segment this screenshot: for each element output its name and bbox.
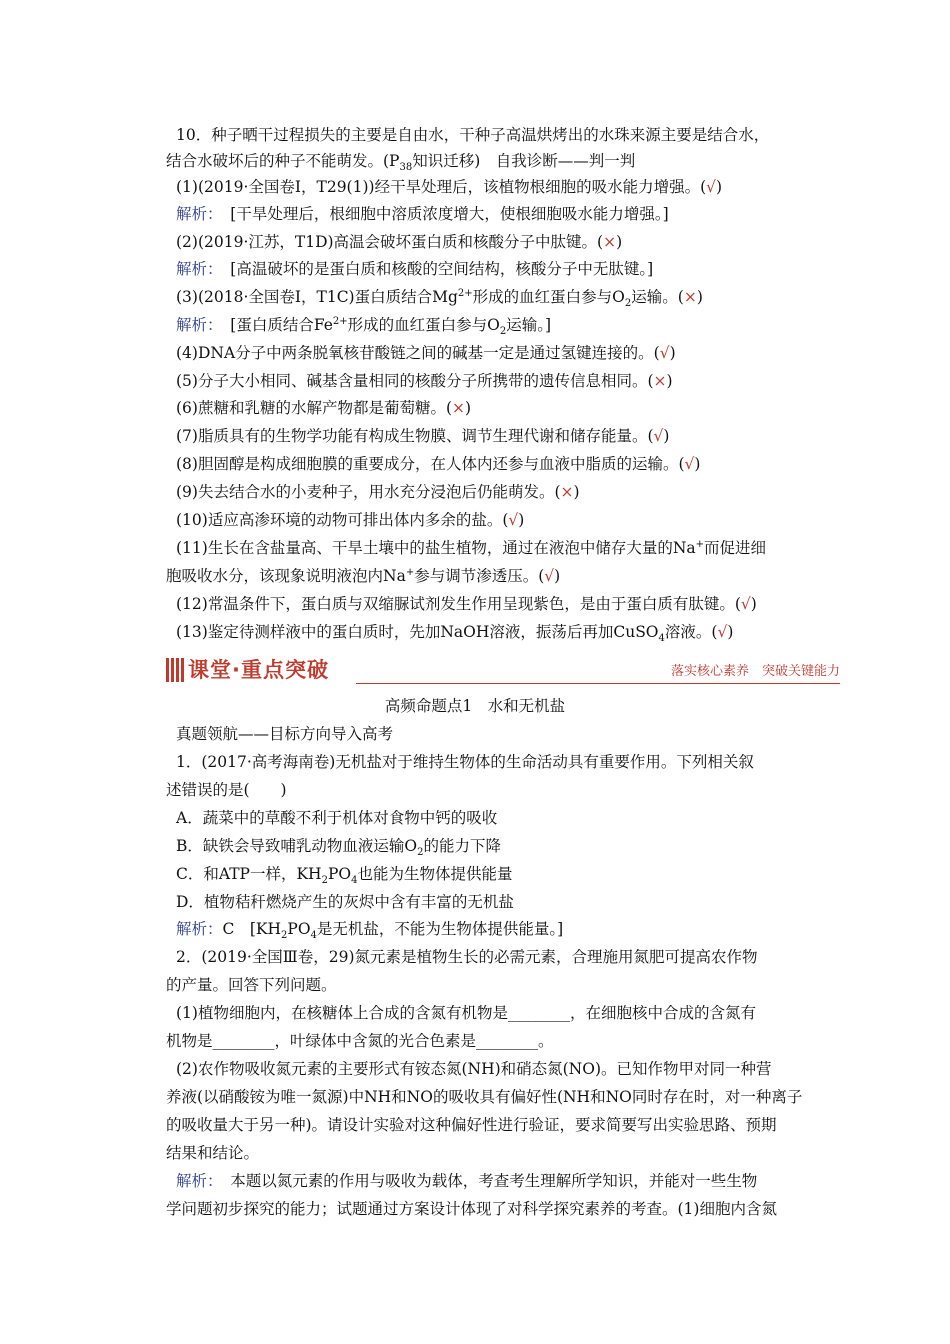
analysis-label: 解析： xyxy=(176,260,215,278)
item-9: (9)失去结合水的小麦种子，用水充分浸泡后仍能萌发。(×) xyxy=(176,483,580,501)
q2-part-2-line-4: 结果和结论。 xyxy=(166,1144,260,1162)
q10-line-1: 10．种子晒干过程损失的主要是自由水，干种子高温烘烤出的水珠来源主要是结合水， xyxy=(176,126,770,144)
item-1: (1)(2019·全国卷Ⅰ，T29(1))经干旱处理后，该植物根细胞的吸水能力增强。(√) xyxy=(176,178,723,196)
section-heading: 高频命题点1 水和无机盐 xyxy=(384,697,566,715)
banner-title: 课堂·重点突破 xyxy=(188,658,329,682)
q2-analysis-line-1: 解析： 本题以氮元素的作用与吸收为载体，考查考生理解所学知识，并能对一些生物 xyxy=(176,1172,758,1190)
check-mark-icon: √ xyxy=(653,427,664,445)
item-11-line-1: (11)生长在含盐量高、干旱土壤中的盐生植物，通过在液泡中储存大量的Na+而促进细 xyxy=(176,538,767,557)
analysis-label: 解析： xyxy=(176,1172,215,1190)
q1-line-2: 述错误的是( ) xyxy=(166,781,287,799)
item-10: (10)适应高渗环境的动物可排出体内多余的盐。(√) xyxy=(176,511,525,529)
q1-option-c: C．和ATP一样，$KH_2PO_4$也能为生物体提供能量 xyxy=(176,865,513,887)
analysis-label: 解析： xyxy=(176,316,215,334)
q1-line-1: 1．(2017·高考海南卷)无机盐对于维持生物体的生命活动具有重要作用。下列相关叙 xyxy=(176,753,754,771)
check-mark-icon: √ xyxy=(544,567,555,585)
item-7: (7)脂质具有的生物学功能有构成生物膜、调节生理代谢和储存能量。(√) xyxy=(176,427,670,445)
item-11-line-2: 胞吸收水分，该现象说明液泡内Na+参与调节渗透压。(√) xyxy=(166,566,561,585)
analysis-label: 解析： xyxy=(176,920,223,938)
banner-subtitle: 落实核心素养 突破关键能力 xyxy=(670,664,840,679)
q2-line-2: 的产量。回答下列问题。 xyxy=(166,976,337,994)
banner-stripes-icon xyxy=(166,658,186,682)
check-mark-icon: √ xyxy=(706,178,717,196)
q1-option-b: B．缺铁会导致哺乳动物血液运输$O_2$的能力下降 xyxy=(176,837,501,859)
q2-part-2-line-2: 养液(以硝酸铵为唯一氮源)中NH和NO的吸收具有偏好性(NH和NO同时存在时，对一种离子 xyxy=(166,1088,803,1106)
q2-part-1-line-2: 机物是________，叶绿体中含氮的光合色素是________。 xyxy=(166,1032,554,1050)
analysis-2: 解析： [高温破坏的是蛋白质和核酸的空间结构，核酸分子中无肽键。] xyxy=(176,260,654,278)
q1-option-d: D．植物秸秆燃烧产生的灰烬中含有丰富的无机盐 xyxy=(176,893,514,911)
q2-part-1-line-1: (1)植物细胞内，在核糖体上合成的含氮有机物是________，在细胞核中合成的含氮有 xyxy=(176,1004,756,1022)
q2-line-1: 2．(2019·全国Ⅲ卷，29)氮元素是植物生长的必需元素，合理施用氮肥可提高农作物 xyxy=(176,948,758,966)
check-mark-icon: √ xyxy=(740,595,751,613)
item-4: (4)DNA分子中两条脱氧核苷酸链之间的碱基一定是通过氢键连接的。(√) xyxy=(176,344,676,362)
analysis-3: 解析： [蛋白质结合$Fe^{2+}$形成的血红蛋白参与$O_2$运输。] xyxy=(176,315,552,338)
item-12: (12)常温条件下，蛋白质与双缩脲试剂发生作用呈现紫色，是由于蛋白质有肽键。(√) xyxy=(176,595,757,613)
cross-mark-icon: × xyxy=(560,483,574,501)
analysis-1: 解析： [干旱处理后，根细胞中溶质浓度增大，使根细胞吸水能力增强。] xyxy=(176,205,669,223)
analysis-label: 解析： xyxy=(176,205,215,223)
cross-mark-icon: × xyxy=(683,288,697,306)
q2-analysis-line-2: 学问题初步探究的能力；试题通过方案设计体现了对科学探究素养的考查。(1)细胞内含氮 xyxy=(166,1200,777,1218)
item-8: (8)胆固醇是构成细胞膜的重要成分，在人体内还参与血液中脂质的运输。(√) xyxy=(176,455,701,473)
item-6: (6)蔗糖和乳糖的水解产物都是葡萄糖。(×) xyxy=(176,399,472,417)
check-mark-icon: √ xyxy=(659,344,670,362)
q10-line-2: 结合水破坏后的种子不能萌发。($P_{38}$知识迁移) 自我诊断——判一判 xyxy=(166,152,636,174)
q1-option-a: A．蔬菜中的草酸不利于机体对食物中钙的吸收 xyxy=(176,809,498,827)
item-3: (3)(2018·全国卷Ⅰ，T1C)蛋白质结合$Mg^{2+}$形成的血红蛋白参与$O_2$运输。(×) xyxy=(176,287,703,310)
cross-mark-icon: × xyxy=(653,372,667,390)
section-lead: 真题领航——目标方向导入高考 xyxy=(176,725,394,743)
q2-part-2-line-3: 的吸收量大于另一种)。请设计实验对这种偏好性进行验证，要求简要写出实验思路、预期 xyxy=(166,1116,777,1134)
check-mark-icon: √ xyxy=(717,623,728,641)
cross-mark-icon: × xyxy=(603,233,617,251)
check-mark-icon: √ xyxy=(508,511,519,529)
q1-analysis: 解析：C [$KH_2PO_4$是无机盐，不能为生物体提供能量。] xyxy=(176,920,564,942)
item-5: (5)分子大小相同、碱基含量相同的核酸分子所携带的遗传信息相同。(×) xyxy=(176,372,673,390)
q2-part-2-line-1: (2)农作物吸收氮元素的主要形式有铵态氮(NH)和硝态氮(NO)。已知作物甲对同一种营 xyxy=(176,1060,772,1078)
check-mark-icon: √ xyxy=(684,455,695,473)
item-13: (13)鉴定待测样液中的蛋白质时，先加NaOH溶液，振荡后再加CuSO$_4$溶液。(√) xyxy=(176,623,734,645)
item-2: (2)(2019·江苏，T1D)高温会破坏蛋白质和核酸分子中肽键。(×) xyxy=(176,233,623,251)
cross-mark-icon: × xyxy=(452,399,466,417)
section-banner xyxy=(166,656,840,684)
banner-rule xyxy=(356,683,840,684)
